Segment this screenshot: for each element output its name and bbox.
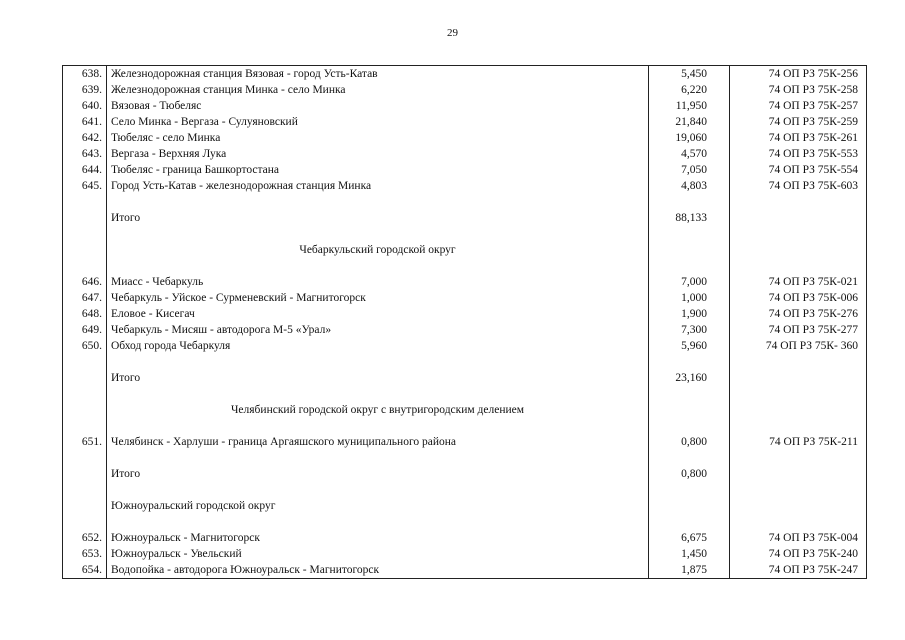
road-length: 7,000 [649,274,730,290]
road-code: 74 ОП РЗ 75К-554 [730,162,867,178]
spacer-row [63,386,867,402]
spacer-row [63,354,867,370]
table-row [63,434,867,450]
road-name: Тюбеляс - село Минка [107,130,649,146]
table-row [63,274,867,290]
row-number: 652. [63,530,107,546]
table-row [63,338,867,354]
spacer-cell [649,450,730,466]
row-number: 654. [63,562,107,579]
total-length: 23,160 [649,370,730,386]
road-length: 6,675 [649,530,730,546]
road-code-empty [730,498,867,514]
row-number: 650. [63,338,107,354]
road-code: 74 ОП РЗ 75К-261 [730,130,867,146]
table-row [63,562,867,579]
road-code-empty [730,370,867,386]
road-code: 74 ОП РЗ 75К-276 [730,306,867,322]
spacer-cell [107,418,649,434]
table-row [63,66,867,83]
road-length: 1,875 [649,562,730,579]
row-number: 638. [63,66,107,83]
road-length: 21,840 [649,114,730,130]
spacer-cell [649,226,730,242]
road-name: Чебаркуль - Мисяш - автодорога М-5 «Урал» [107,322,649,338]
road-code: 74 ОП РЗ 75К-211 [730,434,867,450]
spacer-cell [649,258,730,274]
row-number-empty [63,242,107,258]
road-code: 74 ОП РЗ 75К-603 [730,178,867,194]
road-length: 1,900 [649,306,730,322]
section-title: Челябинский городской округ с внутригородским делением [107,402,649,418]
road-name: Обход города Чебаркуля [107,338,649,354]
spacer-cell [63,258,107,274]
spacer-cell [63,450,107,466]
road-length: 5,450 [649,66,730,83]
road-name: Миасс - Чебаркуль [107,274,649,290]
row-number: 647. [63,290,107,306]
road-code: 74 ОП РЗ 75К-247 [730,562,867,579]
section-title: Чебаркульский городской округ [107,242,649,258]
road-length-empty [649,402,730,418]
total-length: 88,133 [649,210,730,226]
road-name: Железнодорожная станция Вязовая - город Усть-Катав [107,66,649,83]
spacer-cell [730,514,867,530]
spacer-row [63,450,867,466]
road-length: 7,050 [649,162,730,178]
spacer-cell [107,482,649,498]
spacer-cell [107,386,649,402]
spacer-cell [63,514,107,530]
row-number-empty [63,498,107,514]
road-code: 74 ОП РЗ 75К-259 [730,114,867,130]
table-row [63,82,867,98]
spacer-cell [730,482,867,498]
row-number: 641. [63,114,107,130]
row-number: 649. [63,322,107,338]
road-name: Южноуральск - Увельский [107,546,649,562]
road-code: 74 ОП РЗ 75К- 360 [730,338,867,354]
road-code: 74 ОП РЗ 75К-258 [730,82,867,98]
total-row [63,210,867,226]
road-name: Город Усть-Катав - железнодорожная станция Минка [107,178,649,194]
road-length: 4,803 [649,178,730,194]
spacer-cell [63,386,107,402]
road-code: 74 ОП РЗ 75К-006 [730,290,867,306]
spacer-cell [63,226,107,242]
road-code: 74 ОП РЗ 75К-553 [730,146,867,162]
road-name: Тюбеляс - граница Башкортостана [107,162,649,178]
road-name: Железнодорожная станция Минка - село Минка [107,82,649,98]
row-number: 646. [63,274,107,290]
row-number: 644. [63,162,107,178]
spacer-cell [107,226,649,242]
road-length-empty [649,498,730,514]
total-row [63,466,867,482]
road-code: 74 ОП РЗ 75К-021 [730,274,867,290]
table-row [63,290,867,306]
road-code-empty [730,402,867,418]
spacer-row [63,226,867,242]
spacer-row [63,194,867,210]
section-row [63,498,867,514]
road-code: 74 ОП РЗ 75К-240 [730,546,867,562]
spacer-cell [649,354,730,370]
row-number: 643. [63,146,107,162]
table-row [63,306,867,322]
road-name: Село Минка - Вергаза - Сулуяновский [107,114,649,130]
road-length: 1,000 [649,290,730,306]
spacer-cell [107,514,649,530]
road-length: 7,300 [649,322,730,338]
spacer-cell [730,418,867,434]
road-length: 5,960 [649,338,730,354]
spacer-cell [649,386,730,402]
spacer-cell [730,226,867,242]
road-code: 74 ОП РЗ 75К-256 [730,66,867,83]
spacer-cell [63,354,107,370]
spacer-cell [730,450,867,466]
table-row [63,178,867,194]
spacer-cell [730,194,867,210]
spacer-row [63,258,867,274]
spacer-cell [63,482,107,498]
total-row [63,370,867,386]
road-code-empty [730,242,867,258]
total-label: Итого [107,370,649,386]
spacer-cell [107,450,649,466]
road-length: 11,950 [649,98,730,114]
table-row [63,162,867,178]
table-row [63,114,867,130]
row-number-empty [63,370,107,386]
spacer-cell [649,418,730,434]
row-number: 645. [63,178,107,194]
total-label: Итого [107,466,649,482]
road-length: 0,800 [649,434,730,450]
road-name: Чебаркуль - Уйское - Сурменевский - Магнитогорск [107,290,649,306]
roads-table [62,65,867,579]
spacer-cell [649,514,730,530]
road-code: 74 ОП РЗ 75К-004 [730,530,867,546]
spacer-row [63,418,867,434]
row-number-empty [63,402,107,418]
table-row [63,546,867,562]
row-number-empty [63,466,107,482]
total-label: Итого [107,210,649,226]
table-row [63,146,867,162]
road-code-empty [730,466,867,482]
road-length: 4,570 [649,146,730,162]
spacer-row [63,482,867,498]
table-row [63,530,867,546]
road-code: 74 ОП РЗ 75К-277 [730,322,867,338]
page-number: 29 [447,27,458,39]
row-number-empty [63,210,107,226]
row-number: 653. [63,546,107,562]
spacer-cell [63,418,107,434]
road-length: 1,450 [649,546,730,562]
road-code-empty [730,210,867,226]
road-name: Вергаза - Верхняя Лука [107,146,649,162]
road-name: Вязовая - Тюбеляс [107,98,649,114]
spacer-cell [649,482,730,498]
road-name: Челябинск - Харлуши - граница Аргаяшского муниципального района [107,434,649,450]
spacer-cell [730,354,867,370]
road-name: Водопойка - автодорога Южноуральск - Магнитогорск [107,562,649,579]
section-title: Южноуральский городской округ [107,498,649,514]
table-row [63,98,867,114]
row-number: 648. [63,306,107,322]
row-number: 639. [63,82,107,98]
spacer-cell [730,386,867,402]
row-number: 651. [63,434,107,450]
spacer-cell [107,258,649,274]
road-name: Южноуральск - Магнитогорск [107,530,649,546]
row-number: 640. [63,98,107,114]
road-length: 19,060 [649,130,730,146]
road-code: 74 ОП РЗ 75К-257 [730,98,867,114]
spacer-cell [730,258,867,274]
row-number: 642. [63,130,107,146]
table-row [63,130,867,146]
road-length: 6,220 [649,82,730,98]
spacer-row [63,514,867,530]
road-name: Еловое - Кисегач [107,306,649,322]
roads-table-body [63,66,867,579]
road-length-empty [649,242,730,258]
spacer-cell [63,194,107,210]
spacer-cell [107,354,649,370]
table-row [63,322,867,338]
spacer-cell [649,194,730,210]
spacer-cell [107,194,649,210]
section-row [63,242,867,258]
section-row [63,402,867,418]
total-length: 0,800 [649,466,730,482]
